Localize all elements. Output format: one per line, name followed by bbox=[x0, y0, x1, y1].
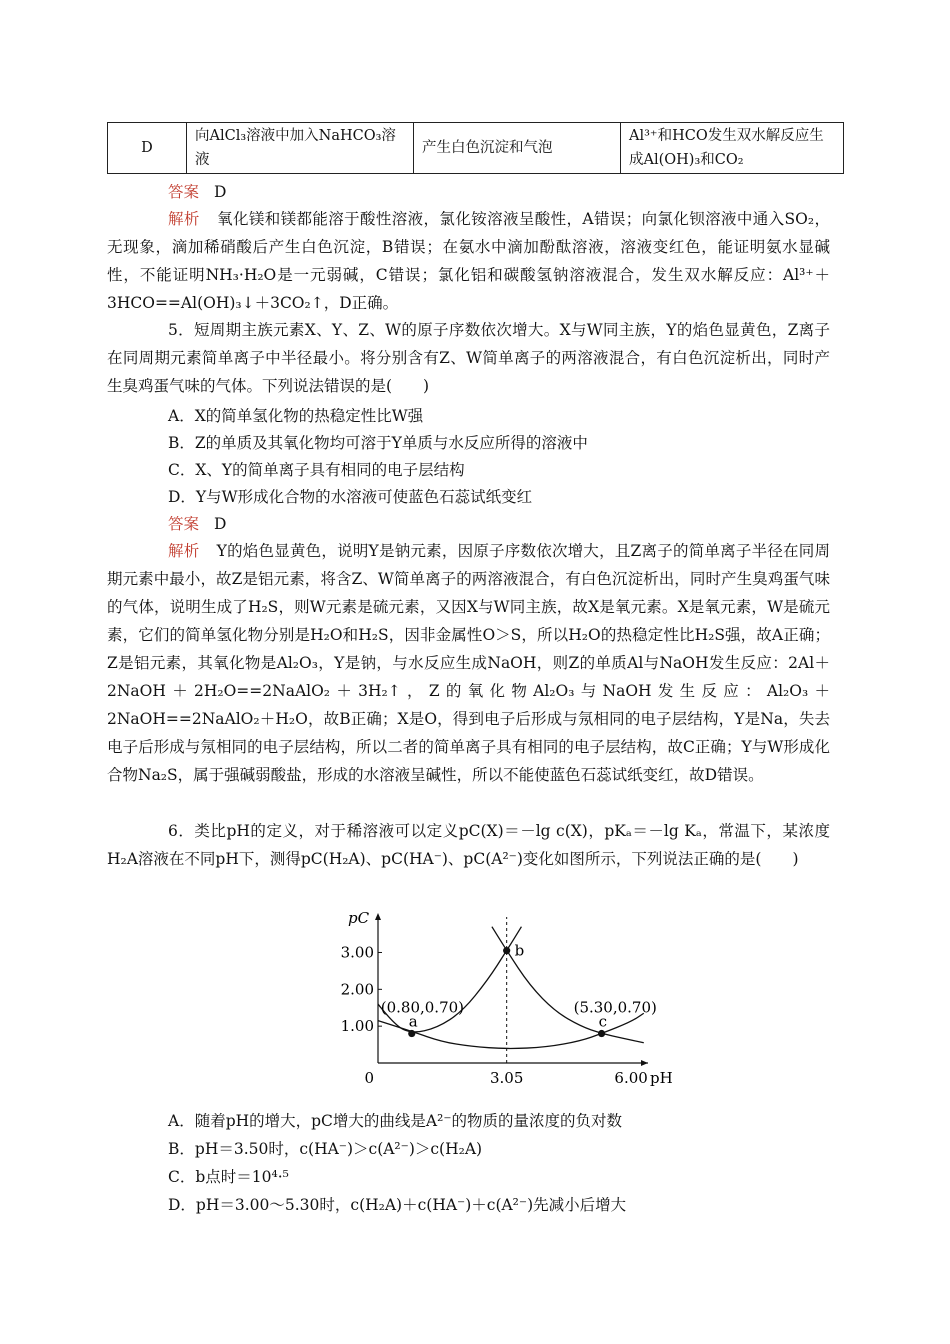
x-tick-label: 3.05 bbox=[489, 1069, 524, 1087]
q5-answer bbox=[168, 514, 226, 534]
q5-option-b: B．Z的单质及其氧化物均可溶于Y单质与水反应所得的溶液中 bbox=[168, 434, 588, 452]
point-c bbox=[598, 1030, 605, 1037]
q5-option-c: C．X、Y的简单离子具有相同的电子层结构 bbox=[168, 461, 465, 479]
answer-label: 答案 bbox=[168, 183, 200, 201]
x-axis-arrow bbox=[641, 1060, 648, 1066]
point-a bbox=[408, 1030, 415, 1037]
analysis-label: 解析 bbox=[168, 210, 200, 228]
analysis-label: 解析 bbox=[168, 542, 200, 560]
point-coord-c: (5.30,0.70) bbox=[573, 998, 657, 1017]
analysis-text: Y的焰色显黄色，说明Y是钠元素，因原子序数依次增大，且Z离子的简单离子半径在同周期元素中最小，故Z是铝元素，将含Z、W简单离子的两溶液混合，有白色沉淀析出，同时产生臭鸡蛋气味的气体，说明生成了H₂S，则W元素是硫元素，又因X与W同主族，故X是氧元素。X是氧元素，W是硫元素，它们的简单氢化物分别是H₂O和H₂S，因非金属性O＞S，所以H₂O的热稳定性比H₂S强，故A正确；Z是铝元素，其氧化物是Al₂O₃，Y是钠，与水反应生成NaOH，则Z的单质Al与NaOH发生反应：2Al＋2NaOH＋2H₂O==2NaAlO₂＋3H₂↑，Z的氧化物Al₂O₃与NaOH发生反应：Al₂O₃＋2NaOH==2NaAlO₂＋H₂O，故B正确；X是O，得到电子后形成与氖相同的电子层结构，Y是Na，失去电子后形成与氖相同的电子层结构，所以二者的简单离子具有相同的电子层结构，故C正确；Y与W形成化合物Na₂S，属于强碱弱酸盐，形成的水溶液呈碱性，所以不能使蓝色石蕊试纸变红，故D错误。 bbox=[107, 542, 830, 784]
y-tick-label: 1.00 bbox=[340, 1017, 374, 1036]
y-axis-label: pC bbox=[348, 909, 370, 927]
q6-option-c: C．b点时＝10⁴·⁵ bbox=[168, 1168, 289, 1186]
q6-option-b: B．pH＝3.50时，c(HA⁻)＞c(A²⁻)＞c(H₂A) bbox=[168, 1140, 483, 1158]
x-tick-label: 6.00 bbox=[614, 1069, 648, 1087]
point-coord-a: (0.80,0.70) bbox=[380, 998, 465, 1017]
table-cell-conclusion: Al³⁺和HCO发生双水解反应生成Al(OH)₃和CO₂ bbox=[621, 123, 844, 174]
y-tick-label: 3.00 bbox=[340, 943, 374, 962]
q5-option-d: D．Y与W形成化合物的水溶液可使蓝色石蕊试纸变红 bbox=[168, 488, 533, 506]
point-label-b: b bbox=[514, 941, 525, 960]
pc-ph-chart bbox=[330, 905, 673, 1095]
q6-option-d: D．pH＝3.00～5.30时，c(H₂A)＋c(HA⁻)＋c(A²⁻)先减小后增大 bbox=[168, 1196, 627, 1214]
answer-value: D bbox=[213, 183, 227, 201]
q4-answer bbox=[168, 182, 226, 202]
q6-stem: 6．类比pH的定义，对于稀溶液可以定义pC(X)＝－lg c(X)，pKₐ＝－lg Kₐ，常温下，某浓度H₂A溶液在不同pH下，测得pC(H₂A)、pC(HA⁻)、pC(A²⁻)变化如图所示，下列说法正确的是( ) bbox=[107, 822, 830, 868]
point-b bbox=[503, 947, 510, 954]
point-label-c: c bbox=[598, 1012, 607, 1031]
experiment-table bbox=[107, 122, 844, 174]
q5-option-a: A．X的简单氢化物的热稳定性比W强 bbox=[168, 407, 424, 425]
y-axis-arrow bbox=[375, 913, 381, 920]
x-tick-label: 0 bbox=[364, 1069, 374, 1087]
table-row bbox=[108, 123, 844, 174]
analysis-text: 氧化镁和镁都能溶于酸性溶液，氯化铵溶液呈酸性，A错误；向氯化钡溶液中通入SO₂，无现象，滴加稀硝酸后产生白色沉淀，B错误；在氨水中滴加酚酞溶液，溶液变红色，能证明氨水显碱性，不能证明NH₃·H₂O是一元弱碱，C错误；氯化铝和碳酸氢钠溶液混合，发生双水解反应：Al³⁺＋3HCO==Al(OH)₃↓＋3CO₂↑，D正确。 bbox=[107, 210, 830, 312]
q5-stem: 5．短周期主族元素X、Y、Z、W的原子序数依次增大。X与W同主族，Y的焰色显黄色，Z离子在同周期元素简单离子中半径最小。将分别含有Z、W简单离子的两溶液混合，有白色沉淀析出，同时产生臭鸡蛋气味的气体。下列说法错误的是( ) bbox=[107, 321, 830, 395]
y-tick-label: 2.00 bbox=[340, 980, 374, 999]
q4-analysis bbox=[107, 205, 830, 317]
x-axis-label: pH bbox=[650, 1069, 673, 1087]
answer-label: 答案 bbox=[168, 515, 200, 533]
point-label-a: a bbox=[408, 1012, 418, 1031]
table-cell-phenomenon: 产生白色沉淀和气泡 bbox=[414, 123, 621, 174]
q6-option-a: A．随着pH的增大，pC增大的曲线是A²⁻的物质的量浓度的负对数 bbox=[168, 1112, 623, 1130]
answer-value: D bbox=[213, 515, 227, 533]
q5-analysis bbox=[107, 537, 830, 789]
table-cell-operation: 向AlCl₃溶液中加入NaHCO₃溶液 bbox=[187, 123, 414, 174]
table-cell-option: D bbox=[108, 123, 187, 174]
